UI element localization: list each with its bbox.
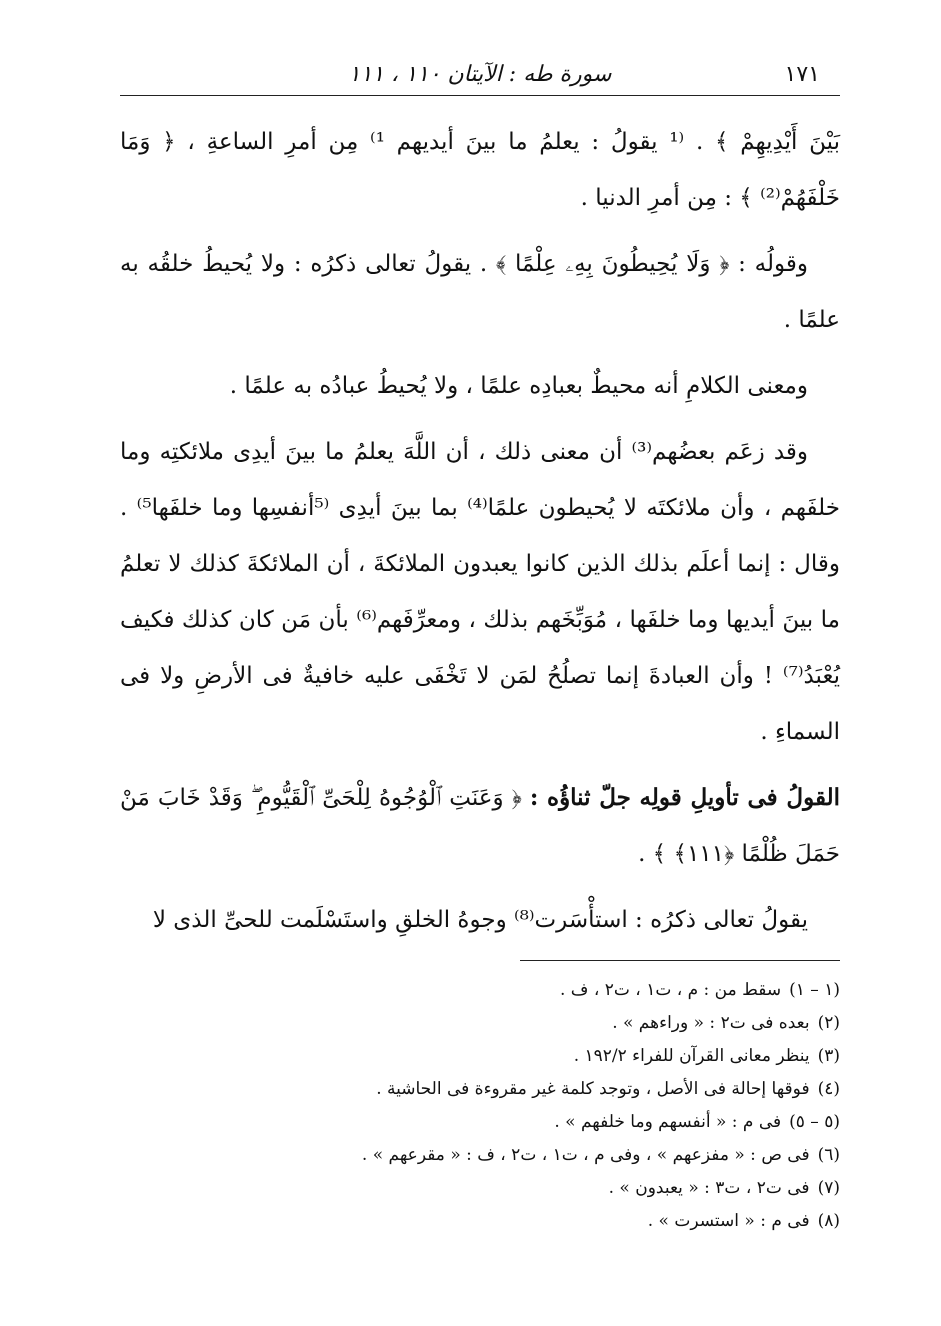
footnote-text: فوقها إحالة فى الأصل ، وتوجد كلمة غير مقروءة فى الحاشية . xyxy=(376,1079,810,1099)
footnote-text: سقط من : م ، ت١ ، ت٢ ، ف . xyxy=(560,980,782,1000)
paragraph-text: بَيْنَ أَيْدِيهِمْ ﴾ . ⁽¹ يقولُ : يعلمُ ما بينَ أيديهم ¹⁾ مِن أمرِ الساعةِ ، ﴿ وَمَا خَلْفَهُمْ⁽²⁾ ﴾ : مِن أمرِ الدنيا . xyxy=(120,129,840,211)
footnote-ref: (٦) xyxy=(817,1145,840,1165)
footnote-ref: (٧) xyxy=(817,1178,840,1198)
footnote-ref: (٥ – ٥) xyxy=(789,1112,840,1132)
paragraph xyxy=(120,236,840,348)
paragraph-text: وقد زعَم بعضُهم⁽³⁾ أن معنى ذلك ، أن اللَّهَ يعلمُ ما بينَ أيدِى ملائكتِه وما خلفَهم ، وأن ملائكتَه لا يُحيطون علمًا⁽⁴⁾ بما بينَ أيدِى ⁽⁵أنفسِها وما خلفَها⁵⁾ . وقال : إنما أعلَم بذلك الذين كانوا يعبدون الملائكةَ ، أن الملائكةَ كذلك لا تعلمُ ما بينَ أيديها وما خلفَها ، مُوَبِّخَهم بذلك ، ومعرِّفَهم⁽⁶⁾ بأن مَن كان كذلك فكيف يُعْبَدُ⁽⁷⁾ ! وأن العبادةَ إنما تصلُحُ لمَن لا تَخْفَى عليه خافيةٌ فى الأرضِ ولا فى السماءِ . xyxy=(120,439,841,745)
footnotes xyxy=(120,975,840,1236)
running-header xyxy=(120,55,840,96)
footnote-text: فى ص : « مفزعهم » ، وفى م ، ت١ ، ت٢ ، ف : « مقرعهم » . xyxy=(361,1145,810,1165)
footnote-text: ينظر معانى القرآن للفراء ١٩٢/٢ . xyxy=(573,1046,810,1066)
book-page xyxy=(120,55,840,1315)
footnote xyxy=(120,1173,840,1203)
header-title: سورة طه : الآيتان ١١٠ ، ١١١ xyxy=(348,62,612,87)
footnote-ref: (٣) xyxy=(817,1046,840,1066)
footnote xyxy=(120,1074,840,1104)
paragraph xyxy=(120,358,840,414)
footnote xyxy=(120,975,840,1005)
footnote-ref: (٢) xyxy=(817,1013,840,1033)
footnote xyxy=(120,1206,840,1236)
footnote-ref: (١ – ١) xyxy=(789,980,840,1000)
quran-verse: ﴿ وَعَنَتِ ٱلْوُجُوهُ لِلْحَىِّ ٱلْقَيُّومِ ۖ وَقَدْ خَابَ مَنْ حَمَلَ ظُلْمًا ﴿١١١﴾ ﴾ . xyxy=(120,785,840,867)
paragraph xyxy=(120,424,840,760)
paragraph xyxy=(120,892,840,948)
footnote-text: فى ت٢ ، ت٣ : « يعبدون » . xyxy=(608,1178,810,1198)
paragraph xyxy=(120,114,840,226)
footnote-text: بعده فى ت٢ : « وراءهم » . xyxy=(612,1013,810,1033)
footnote xyxy=(120,1008,840,1038)
footnote xyxy=(120,1107,840,1137)
footnote xyxy=(120,1140,840,1170)
section-heading: القولُ فى تأويلِ قولِه جلّ ثناؤُه : xyxy=(529,784,840,811)
paragraph-text: ومعنى الكلامِ أنه محيطٌ بعبادِه علمًا ، ولا يُحيطُ عبادُه به علمًا . xyxy=(229,373,808,399)
main-text xyxy=(120,114,840,948)
footnote xyxy=(120,1041,840,1071)
footnote-ref: (٤) xyxy=(817,1079,840,1099)
paragraph-text: يقولُ تعالى ذكرُه : استأْسَرت⁽⁸⁾ وجوهُ الخلقِ واستَسْلَمت للحىِّ الذى لا xyxy=(152,907,808,933)
footnote-text: فى م : « أنفسهم وما خلفهم » . xyxy=(554,1112,782,1132)
paragraph-text: وقولُه : ﴿ وَلَا يُحِيطُونَ بِهِۦ عِلْمًا ﴾ . يقولُ تعالى ذكرُه : ولا يُحيطُ خلقُه به علمًا . xyxy=(120,251,840,333)
footnote-divider xyxy=(520,960,840,961)
section-heading-paragraph xyxy=(120,770,840,882)
footnote-text: فى م : « استسرت » . xyxy=(647,1211,810,1231)
footnote-ref: (٨) xyxy=(817,1211,840,1231)
page-number: ١٧١ xyxy=(784,62,820,87)
